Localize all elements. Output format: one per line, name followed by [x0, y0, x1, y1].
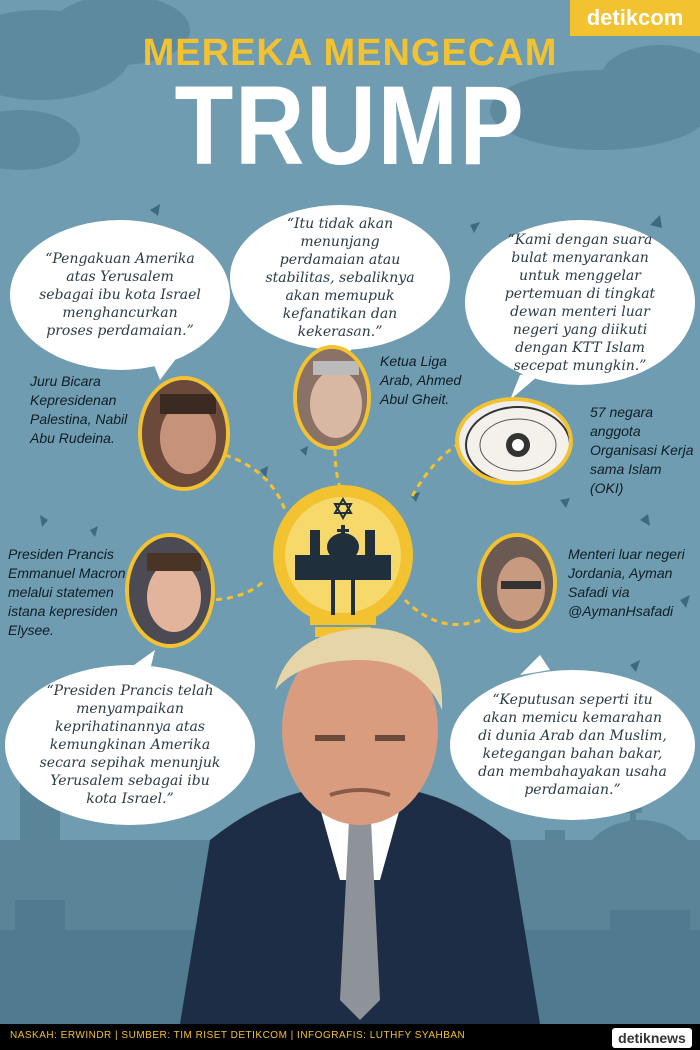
- quote-bubble-oki: “Kami dengan suara bulat menyarankan untuk menggelar pertemuan di tingkat dewan menteri luar negeri yang diikuti dengan KTT Islam secepat mungkin.”: [465, 220, 695, 385]
- detikcom-logo: detikcom: [570, 0, 700, 36]
- caption-arab-league: Ketua Liga Arab, Ahmed Abul Gheit.: [380, 353, 462, 407]
- quote-bubble-arab-league: “Itu tidak akan menunjang perdamaian atau stabilitas, sebaliknya akan memupuk kefanatikan dan kekerasan.”: [230, 205, 450, 350]
- portrait-ayman-safadi: [477, 533, 557, 633]
- caption-jordan: Menteri luar negeri Jordania, Ayman Safadi via @AymanHsafadi: [568, 546, 685, 619]
- caption-france: Presiden Prancis Emmanuel Macron melalui statemen istana kepresiden Elysee.: [8, 546, 126, 638]
- page-subtitle: MEREKA MENGECAM: [142, 32, 558, 74]
- trump-figure: [180, 620, 540, 1024]
- portrait-nabil-abu-rudeina: [138, 376, 230, 491]
- oki-emblem: [455, 397, 573, 485]
- detiknews-logo: detiknews: [612, 1028, 692, 1048]
- caption-oki: 57 negara anggota Organisasi Kerja sama Islam (OKI): [590, 404, 694, 496]
- portrait-ahmed-abul-gheit: [293, 345, 371, 450]
- quote-bubble-france: “Presiden Prancis telah menyampaikan keprihatinannya atas kemungkinan Amerika secara sepihak menunjuk Yerusalem sebagai ibu kota Israel.”: [5, 665, 255, 825]
- caption-palestine: Juru Bicara Kepresidenan Palestina, Nabil Abu Rudeina.: [30, 373, 128, 446]
- quote-bubble-palestine: “Pengakuan Amerika atas Yerusalem sebagai ibu kota Israel menghancurkan proses perdamaian.”: [10, 220, 230, 370]
- quote-bubble-jordan: “Keputusan seperti itu akan memicu kemarahan di dunia Arab dan Muslim, ketegangan bahan bakar, dan membahayakan usaha perdamaian.”: [450, 670, 695, 820]
- page-title: TRUMP: [174, 63, 526, 188]
- footer-credits: NASKAH: ERWINDR | SUMBER: TIM RISET DETIKCOM | INFOGRAFIS: LUTHFY SYAHBAN: [10, 1030, 466, 1041]
